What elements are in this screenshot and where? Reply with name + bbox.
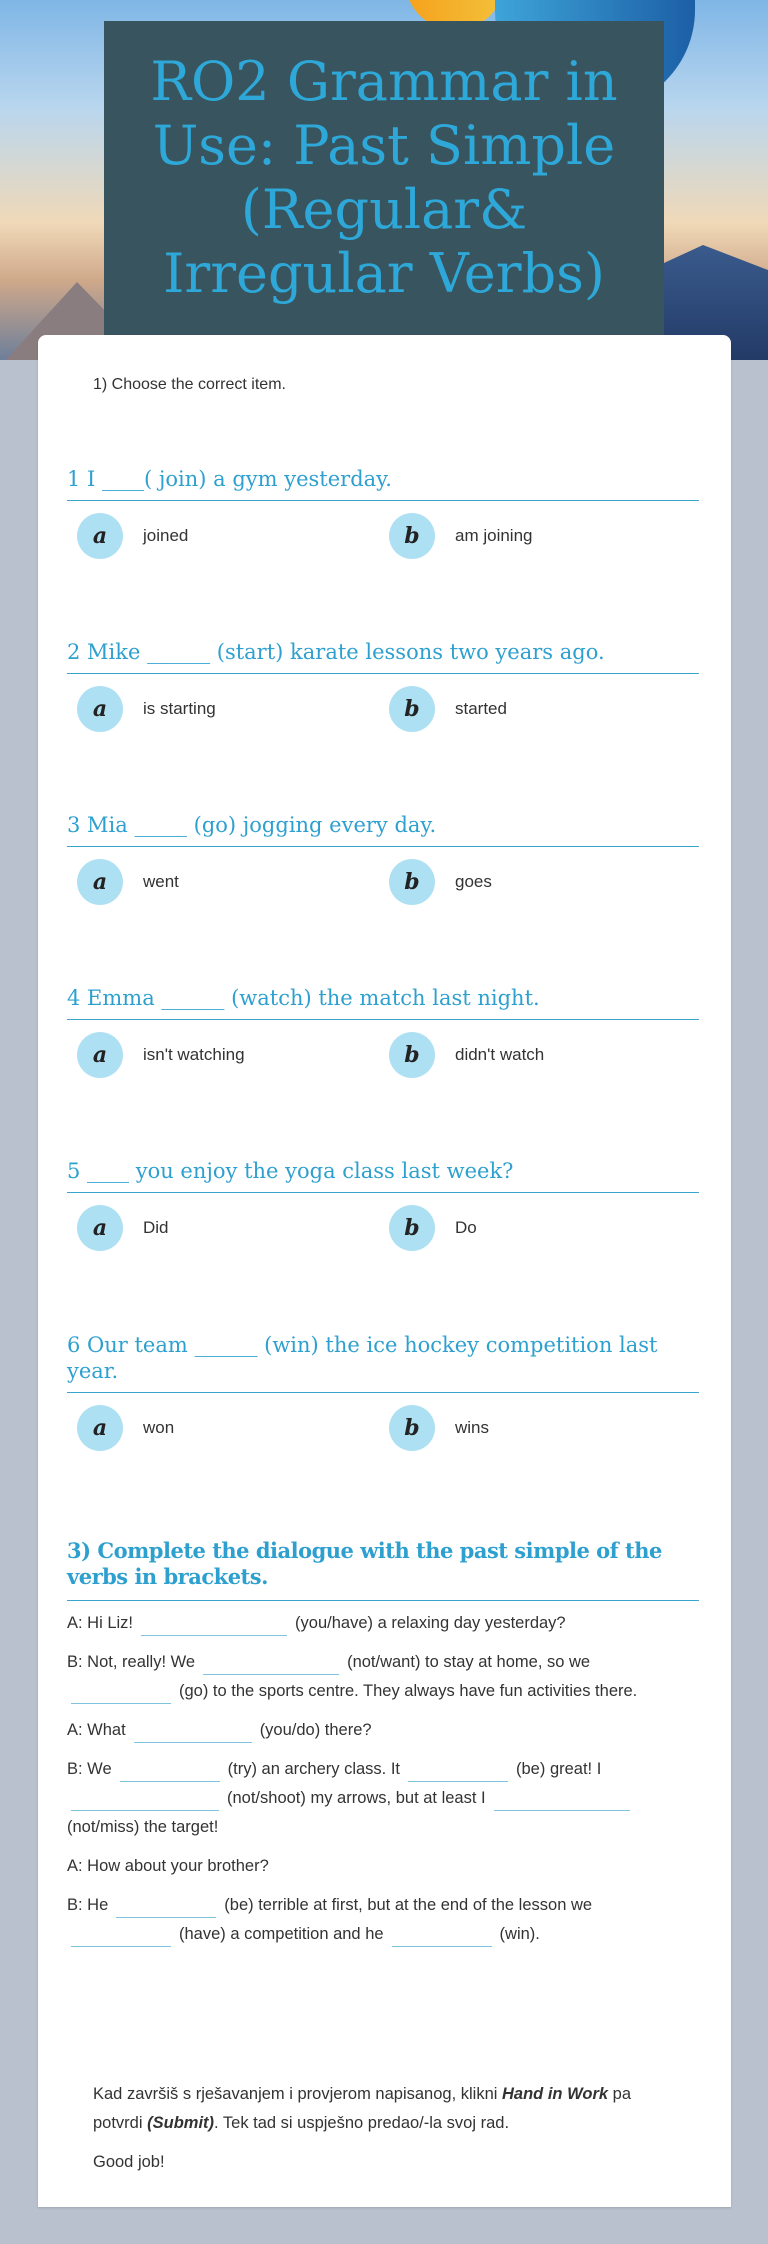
letter-a-icon: a [77,1032,123,1078]
dialogue-line [67,1716,699,1745]
option-label: started [455,699,507,718]
letter-b-icon: b [389,1205,435,1251]
letter-a-icon: a [77,686,123,732]
blank-input[interactable] [203,1655,339,1675]
question-6 [67,1332,699,1453]
question-4 [67,985,699,1080]
text: (you/have) a relaxing day yesterday? [295,1614,566,1632]
text: . Tek tad si uspješno predao/-la svoj rad. [214,2114,510,2132]
text: (not/shoot) my arrows, but at least I [227,1789,486,1807]
blank-input[interactable] [494,1791,630,1811]
question-text: 1 I ____( join) a gym yesterday. [67,466,699,501]
text: (not/miss) the target! [67,1818,219,1836]
dialogue-line [67,1891,699,1949]
blank-input[interactable] [141,1616,287,1636]
option-b[interactable] [389,1032,544,1078]
text: (not/want) to stay at home, so we [347,1653,591,1671]
dialogue-line [67,1648,699,1706]
blank-input[interactable] [408,1762,508,1782]
text: (be) great! I [516,1760,602,1778]
letter-b-icon: b [389,686,435,732]
option-label: Did [143,1218,169,1237]
page-title: RO2 Grammar in Use: Past Simple (Regular& Irregular Verbs) [150,50,618,305]
option-label: goes [455,872,492,891]
option-label: isn't watching [143,1045,245,1064]
title-banner [104,21,664,335]
hand-in-work-text: Hand in Work [502,2085,609,2103]
option-a[interactable] [77,513,188,559]
letter-a-icon: a [77,1205,123,1251]
letter-b-icon: b [389,1032,435,1078]
text: (try) an archery class. It [227,1760,401,1778]
letter-b-icon: b [389,1405,435,1451]
option-b[interactable] [389,1205,477,1251]
option-label: is starting [143,699,216,718]
option-a[interactable] [77,859,179,905]
text: (win). [499,1925,540,1943]
submit-text: (Submit) [147,2114,215,2132]
instruction-paragraph [93,2080,653,2138]
letter-b-icon: b [389,859,435,905]
text: A: Hi Liz! [67,1614,134,1632]
option-b[interactable] [389,513,533,559]
option-a[interactable] [77,1205,169,1251]
letter-a-icon: a [77,859,123,905]
question-5 [67,1158,699,1253]
text: B: He [67,1896,109,1914]
question-2 [67,639,699,734]
option-b[interactable] [389,686,507,732]
blank-input[interactable] [71,1684,171,1704]
option-a[interactable] [77,1032,245,1078]
option-a[interactable] [77,686,216,732]
submit-instructions [93,2080,653,2187]
text: pa potvrdi [93,2085,631,2132]
option-label: joined [143,526,189,545]
option-label: didn't watch [455,1045,545,1064]
text: (be) terrible at first, but at the end of the lesson we [224,1896,593,1914]
text: (you/do) there? [259,1721,372,1739]
blank-input[interactable] [71,1791,219,1811]
section3 [67,1538,699,1959]
dialogue [67,1609,699,1949]
section3-heading: 3) Complete the dialogue with the past simple of the verbs in brackets. [67,1538,699,1601]
blank-input[interactable] [120,1762,220,1782]
section1-instruction: 1) Choose the correct item. [93,376,286,393]
text: A: What [67,1721,126,1739]
question-3 [67,812,699,907]
blank-input[interactable] [71,1927,171,1947]
text: B: We [67,1760,112,1778]
good-job-text: Good job! [93,2153,165,2171]
question-text: 4 Emma ______ (watch) the match last night. [67,985,699,1020]
text: Kad završiš s rješavanjem i provjerom napisanog, klikni [93,2085,503,2103]
option-label: am joining [455,526,533,545]
text: B: Not, really! We [67,1653,196,1671]
question-text: 5 ____ you enjoy the yoga class last week? [67,1158,699,1193]
letter-a-icon: a [77,513,123,559]
question-text: 3 Mia _____ (go) jogging every day. [67,812,699,847]
dialogue-line [67,1852,699,1881]
option-b[interactable] [389,859,492,905]
text: (go) to the sports centre. They always have fun activities there. [179,1682,638,1700]
option-b[interactable] [389,1405,489,1451]
blank-input[interactable] [392,1927,492,1947]
option-label: Do [455,1218,477,1237]
question-text: 2 Mike ______ (start) karate lessons two years ago. [67,639,699,674]
option-label: won [143,1418,175,1437]
dialogue-line [67,1609,699,1638]
option-label: wins [455,1418,490,1437]
question-1 [67,466,699,561]
letter-b-icon: b [389,513,435,559]
dialogue-line [67,1755,699,1842]
option-a[interactable] [77,1405,174,1451]
worksheet-card [38,335,731,2207]
text: (have) a competition and he [179,1925,384,1943]
letter-a-icon: a [77,1405,123,1451]
text: A: How about your brother? [67,1857,269,1875]
blank-input[interactable] [134,1723,252,1743]
blank-input[interactable] [116,1898,216,1918]
question-text: 6 Our team ______ (win) the ice hockey competition last year. [67,1332,699,1393]
option-label: went [143,872,179,891]
